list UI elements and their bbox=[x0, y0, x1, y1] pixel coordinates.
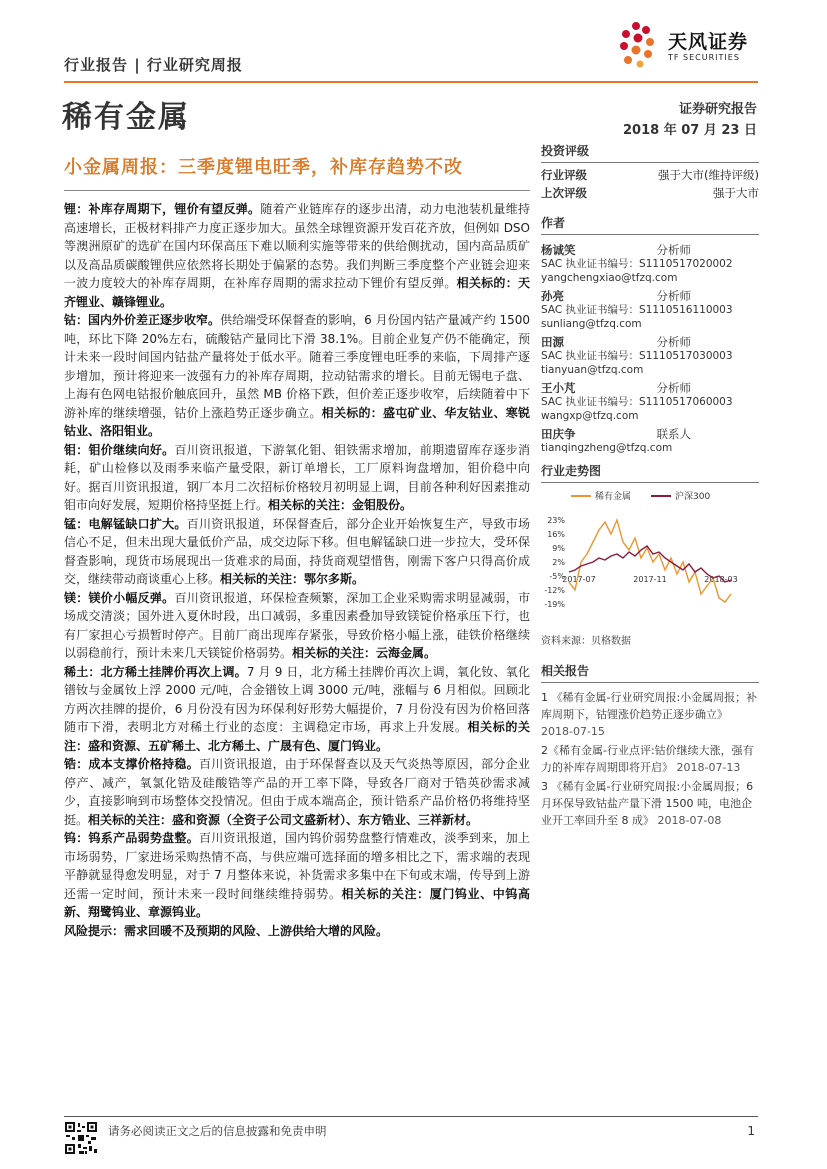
y-tick-label: -19% bbox=[544, 600, 565, 609]
related-stocks: 相关标的关注：厦门钨业、中钨高新、翔鹭钨业、章源钨业。 bbox=[64, 886, 530, 919]
risk-warning: 风险提示：需求回暖不及预期的风险、上游供给大增的风险。 bbox=[64, 923, 389, 938]
brand-name: 天风证券 bbox=[668, 31, 749, 53]
chart-lines bbox=[569, 520, 731, 602]
related-stocks: 相关标的关注：金钼股份。 bbox=[268, 498, 413, 512]
related-report-title: 2《稀有金属-行业点评:钴价继续大涨，强有力的补库存周期即将开启》 bbox=[541, 744, 754, 774]
related-stocks: 相关标的关注：鄂尔多斯。 bbox=[220, 572, 365, 586]
related-stocks: 相关标的：天齐锂业、赣锋锂业。 bbox=[64, 276, 530, 309]
y-tick-label: 16% bbox=[547, 530, 565, 539]
author-email[interactable]: tianqingzheng@tfzq.com bbox=[541, 442, 673, 454]
paragraph-text: 百川资讯报道，下游氧化钼、钼铁需求增加，前期遗留库存逐步消耗，矿山检修以及雨季来临产量受限，新订单增长，工厂原料询盘增加，钼价稳中向好。据百川资讯报道，钢厂本月二次招标价格较月初明显上调，目前各种利好因素推动钼市向好发展，短期价格持坚挺上行。 bbox=[64, 442, 530, 512]
related-report[interactable] bbox=[541, 689, 759, 740]
related-report-date: 2018-07-13 bbox=[676, 761, 741, 774]
related-report[interactable] bbox=[541, 742, 759, 776]
x-tick-label: 2017-07 bbox=[562, 575, 596, 584]
paragraph-text: 百川资讯报道，国内钨价弱势盘整行情难改，淡季到来，加上市场弱势，厂家进场采购热情不高，与供应端可选择面的增多相比之下，需求端的表现平静就显得愈发明显，对于 7 月整体来说，补货需求多集中在下旬或末端，传导到上游还需一定时间，预计未来一段时间继续维持弱势。 bbox=[64, 831, 530, 901]
x-tick-label: 2018-03 bbox=[704, 575, 738, 584]
y-tick-label: 2% bbox=[552, 558, 565, 567]
paragraph-text: 随着产业链库存的逐步出清，动力电池装机量维持高速增长，正极材料排产力度正逐步加大。虽然全球锂资源开发百花齐放，但例如 DSO 等澳洲原矿的选矿在国内环保高压下难以顺利实施等带来的供给侧扰动，国内高品质矿以及高品质碳酸锂供应依然将长期处于偏紧的态势。我们判断三季度整个产业链会迎来一波力度较大的补库存周期，在补库存周期的需求拉动下锂价有望反弹。 bbox=[64, 202, 530, 290]
y-axis bbox=[544, 516, 565, 609]
author-cert: SAC 执业证书编号：S1110517030003 bbox=[541, 350, 733, 362]
industry-rating-value: 强于大市(维持评级) bbox=[658, 168, 759, 182]
author-email[interactable]: wangxp@tfzq.com bbox=[541, 410, 639, 422]
chart-legend bbox=[571, 490, 710, 502]
legend-label: 稀有金属 bbox=[595, 492, 632, 502]
paragraph-head: 钨：钨系产品弱势盘整。 bbox=[64, 831, 199, 845]
paragraph-head: 锰：电解锰缺口扩大。 bbox=[64, 516, 187, 531]
legend-label: 沪深300 bbox=[675, 492, 711, 502]
paragraph-head: 锂：补库存周期下，锂价有望反弹。 bbox=[64, 202, 261, 216]
report-headline: 小金属周报：三季度锂电旺季，补库存趋势不改 bbox=[64, 157, 463, 178]
paragraph-magnesium bbox=[64, 589, 530, 663]
x-tick-label: 2017-11 bbox=[633, 575, 667, 584]
author-entry bbox=[541, 427, 759, 455]
prev-rating-label: 上次评级 bbox=[541, 186, 587, 200]
related-panel bbox=[541, 662, 759, 831]
trend-title: 行业走势图 bbox=[541, 462, 759, 483]
headline-divider bbox=[64, 190, 530, 191]
y-tick-label: -12% bbox=[544, 586, 565, 595]
author-name: 王小芃 bbox=[541, 381, 576, 395]
tf-logo-icon bbox=[612, 20, 664, 72]
related-title: 相关报告 bbox=[541, 662, 759, 683]
industry-rating-label: 行业评级 bbox=[541, 168, 587, 182]
author-role: 联系人 bbox=[656, 427, 691, 441]
y-tick-label: -5% bbox=[549, 572, 565, 581]
paragraph-head: 钼：钼价继续向好。 bbox=[64, 442, 175, 457]
paragraph-head: 锆：成本支撑价格持稳。 bbox=[64, 757, 199, 771]
related-report-date: 2018-07-15 bbox=[541, 725, 605, 738]
paragraph-text: 百川资讯报道，环保督查后，部分企业开始恢复生产，导致市场信心不足，但未出现大量低价产品，成交边际下移。但电解锰缺口进一步拉大，受环保督查影响，现货市场展现出一货难求的局面，持货商观望惜售，刚需下客户只得高价成交，继续带动商谈重心上移。 bbox=[64, 516, 530, 586]
author-entry bbox=[541, 381, 759, 423]
rating-title: 投资评级 bbox=[541, 142, 759, 163]
qr-code-icon bbox=[64, 1121, 98, 1155]
trend-panel bbox=[541, 462, 759, 483]
author-entry bbox=[541, 289, 759, 331]
paragraph-text: 百川资讯报道，环保检查频繁，深加工企业采购需求明显减弱，市场成交清淡；国外进入夏休时段，出口减弱，多重因素叠加导致镁锭价格承压下行，也有厂家担心亏损暂时停产。目前厂商出现库存紧张，导致价格小幅上涨，硅铁价格继续以弱稳前行，预计未来几天镁锭价格弱势。 bbox=[64, 590, 530, 660]
authors-panel bbox=[541, 214, 759, 459]
report-type: 证券研究报告 bbox=[678, 102, 757, 117]
author-role: 分析师 bbox=[656, 243, 691, 257]
author-email[interactable]: tianyuan@tfzq.com bbox=[541, 364, 644, 376]
paragraph-text: 供给端受环保督查的影响，6 月份国内钴产量减产约 1500 吨，环比下降 20%左右，硫酸钴产量同比下滑 38.1%。目前企业复产仍不能确定，预计未来一段时间国内钴盐产量将处于低水平。随着三季度锂电旺季的来临，下周排产逐步增加，预计将迎来一波强有力的补库存周期，拉动钴需求的增长。目前无锡电子盘、上海有色网电钴报价触底回升，虽然 MB 价格下跌，但价差正逐步收窄，后续随着中下游补库的继续增强，钴价上涨趋势正逐步确立。 bbox=[64, 313, 530, 420]
report-category: 行业报告 | 行业研究周报 bbox=[64, 56, 243, 74]
related-stocks: 相关标的关注：云海金属。 bbox=[292, 646, 437, 660]
author-name: 田源 bbox=[541, 335, 564, 349]
related-list bbox=[541, 689, 759, 829]
report-date: 2018 年 07 月 23 日 bbox=[623, 123, 757, 138]
author-name-row bbox=[541, 335, 691, 349]
chart-source: 资料来源：贝格数据 bbox=[541, 636, 631, 647]
author-email[interactable]: sunliang@tfzq.com bbox=[541, 318, 642, 330]
paragraph-manganese bbox=[64, 515, 530, 589]
author-entry bbox=[541, 243, 759, 285]
footer-divider bbox=[64, 1116, 758, 1117]
paragraph-text: 百川资讯报道，由于环保督查以及天气炎热等原因，部分企业停产、减产，氧氯化锆及硅酸锆等产品的开工率下降，导致各厂商对于锆英砂需求减少，直接影响到市场整体交投情况。但由于成本端高企，预计锆系产品价格仍将维持坚挺。 bbox=[64, 757, 530, 827]
paragraph-cobalt bbox=[64, 311, 530, 441]
sector-title: 稀有金属 bbox=[62, 100, 190, 135]
paragraph-tungsten bbox=[64, 829, 530, 922]
author-name-row bbox=[541, 381, 691, 395]
page-number: 1 bbox=[747, 1124, 755, 1138]
related-report-date: 2018-07-08 bbox=[657, 814, 722, 827]
author-name: 孙亮 bbox=[541, 289, 564, 303]
paragraph-text: 7 月 9 日，北方稀土挂牌价再次上调，氧化钕、氧化镨钕与金属钕上浮 2000 元/吨，合金镨钕上调 3000 元/吨，涨幅与 6 月相似。回顾北方两次挂牌的提价，6 月份没有因为环保利好形势大幅提价，7 月份没有因为价格回落随市下滑，表明北方对稀土行业的态度：主调稳定市场，再求上升发展。 bbox=[64, 664, 530, 734]
related-stocks: 相关标的：盛屯矿业、华友钴业、寒锐钴业、洛阳钼业。 bbox=[64, 405, 530, 438]
author-name-row bbox=[541, 243, 691, 257]
paragraph-rare-earth bbox=[64, 663, 530, 756]
author-cert: SAC 执业证书编号：S1110516110003 bbox=[541, 304, 733, 316]
author-email[interactable]: yangchengxiao@tfzq.com bbox=[541, 272, 678, 284]
author-cert: SAC 执业证书编号：S1110517020002 bbox=[541, 258, 733, 270]
paragraph-head: 镁：镁价小幅反弹。 bbox=[64, 590, 175, 605]
paragraph-lithium bbox=[64, 200, 530, 311]
paragraph-head: 稀土：北方稀土挂牌价再次上调。 bbox=[64, 664, 247, 679]
author-role: 分析师 bbox=[656, 335, 691, 349]
header-divider bbox=[64, 81, 758, 83]
y-tick-label: 9% bbox=[552, 544, 565, 553]
related-stocks: 相关标的关注：盛和资源、五矿稀土、北方稀土、广晟有色、厦门钨业。 bbox=[64, 720, 530, 753]
paragraph-head: 钴：国内外价差正逐步收窄。 bbox=[64, 313, 221, 327]
author-entry bbox=[541, 335, 759, 377]
prev-rating-row bbox=[541, 184, 759, 202]
y-tick-label: 23% bbox=[547, 516, 565, 525]
related-report-title: 3 《稀有金属-行业研究周报:小金属周报；6 月环保导致钴盐产量下滑 1500 吨，电池企业开工率回升至 8 成》 bbox=[541, 780, 754, 827]
author-name: 杨诚笑 bbox=[541, 243, 576, 257]
authors-title: 作者 bbox=[541, 214, 759, 235]
prev-rating-value: 强于大市 bbox=[713, 186, 759, 200]
report-body bbox=[64, 200, 530, 940]
author-name-row bbox=[541, 289, 691, 303]
authors-list bbox=[541, 243, 759, 455]
related-report[interactable] bbox=[541, 778, 759, 829]
brand-name-en: TF SECURITIES bbox=[668, 53, 740, 62]
paragraph-molybdenum bbox=[64, 441, 530, 515]
trend-chart bbox=[541, 484, 759, 624]
footer-disclaimer: 请务必阅读正文之后的信息披露和免责申明 bbox=[108, 1124, 327, 1138]
related-stocks: 相关标的关注：盛和资源（全资子公司文盛新材）、东方锆业、三祥新材。 bbox=[88, 812, 479, 827]
industry-rating-row bbox=[541, 166, 759, 184]
author-role: 分析师 bbox=[656, 381, 691, 395]
related-report-title: 1 《稀有金属-行业研究周报:小金属周报；补库周期下，钴锂涨价趋势正逐步确立》 bbox=[541, 691, 758, 721]
author-cert: SAC 执业证书编号：S1110517060003 bbox=[541, 396, 733, 408]
paragraph-zirconium bbox=[64, 755, 530, 829]
rating-panel bbox=[541, 142, 759, 202]
author-name-row bbox=[541, 427, 691, 441]
author-name: 田庆争 bbox=[541, 427, 576, 441]
author-role: 分析师 bbox=[656, 289, 691, 303]
